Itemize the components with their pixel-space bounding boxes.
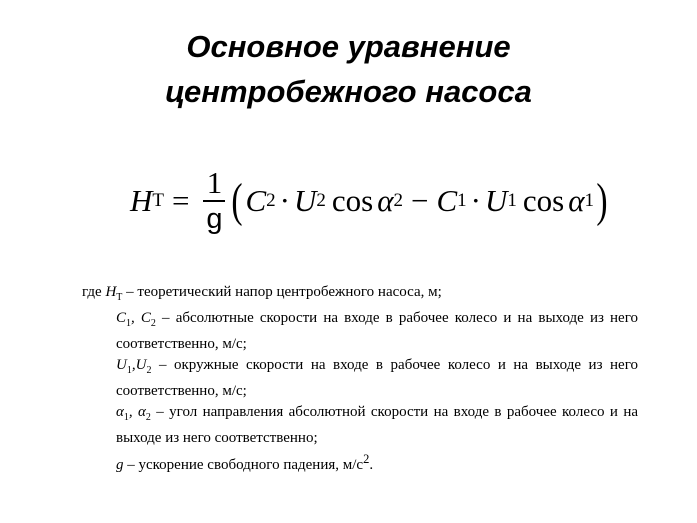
open-paren: (: [231, 174, 244, 227]
head-subscript: Т: [152, 190, 164, 211]
legend-c-text: – абсолютные скорости на входе в рабочее колесо и на выходе из него соответственно, м/с;: [116, 310, 638, 352]
alpha1-symbol: α: [568, 183, 585, 218]
legend-h-text: – теоретический напор центробежного насоса, м;: [122, 284, 442, 300]
alpha2-symbol: α: [377, 183, 394, 218]
u1-subscript: 1: [507, 190, 517, 211]
title-line-1: Основное уравнение: [186, 29, 511, 64]
c2-subscript: 2: [266, 190, 276, 211]
alpha2-subscript: 2: [393, 190, 403, 211]
multiply-dot-2: ·: [470, 183, 481, 218]
legend-h-symbol: $H_Т$: [105, 284, 123, 303]
legend-u-text: – окружные скорости на входе в рабочее колесо и на выходе из него соответственно, м/с;: [116, 357, 638, 399]
legend-text: [82, 282, 638, 476]
fraction: [203, 166, 225, 236]
legend-c: [82, 308, 638, 355]
slide-title: [0, 24, 697, 114]
c2-symbol: C: [245, 183, 267, 218]
legend-alpha-text: – угол направления абсолютной скорости на входе в рабочее колесо и на выходе из него соответственно;: [116, 404, 639, 446]
equals-sign: =: [172, 183, 190, 218]
title-line-2: центробежного насоса: [165, 74, 532, 109]
legend-g-text: – ускорение свободного падения, м/с: [123, 457, 364, 473]
legend-c-symbols: $C_1$, $C_2$: [116, 310, 156, 329]
alpha1-subscript: 1: [584, 190, 594, 211]
legend-intro: где: [82, 284, 102, 300]
minus-sign: −: [410, 183, 429, 218]
legend-u-symbols: $U_1,U_2$: [116, 357, 152, 376]
fraction-numerator: 1: [206, 165, 223, 200]
fraction-denominator: g: [206, 203, 223, 235]
legend-alpha: [82, 402, 638, 449]
legend-u: [82, 355, 638, 402]
legend-g-sup: 2: [363, 452, 370, 466]
close-paren: ): [596, 174, 608, 227]
legend-g-end: .: [369, 457, 374, 473]
c1-subscript: 1: [457, 190, 467, 211]
u1-symbol: U: [484, 183, 508, 218]
legend-g-symbol: g: [116, 457, 124, 473]
multiply-dot-1: ·: [279, 183, 290, 218]
legend-alpha-symbols: $\alpha_1$, $\alpha_2$: [116, 404, 151, 423]
legend-head: [82, 282, 638, 308]
legend-g: [82, 449, 638, 476]
u2-subscript: 2: [316, 190, 326, 211]
pump-equation: [130, 163, 610, 239]
c1-symbol: C: [436, 183, 458, 218]
cos-1: cos: [331, 183, 374, 218]
cos-2: cos: [522, 183, 565, 218]
head-symbol: H: [130, 183, 153, 218]
u2-symbol: U: [293, 183, 317, 218]
